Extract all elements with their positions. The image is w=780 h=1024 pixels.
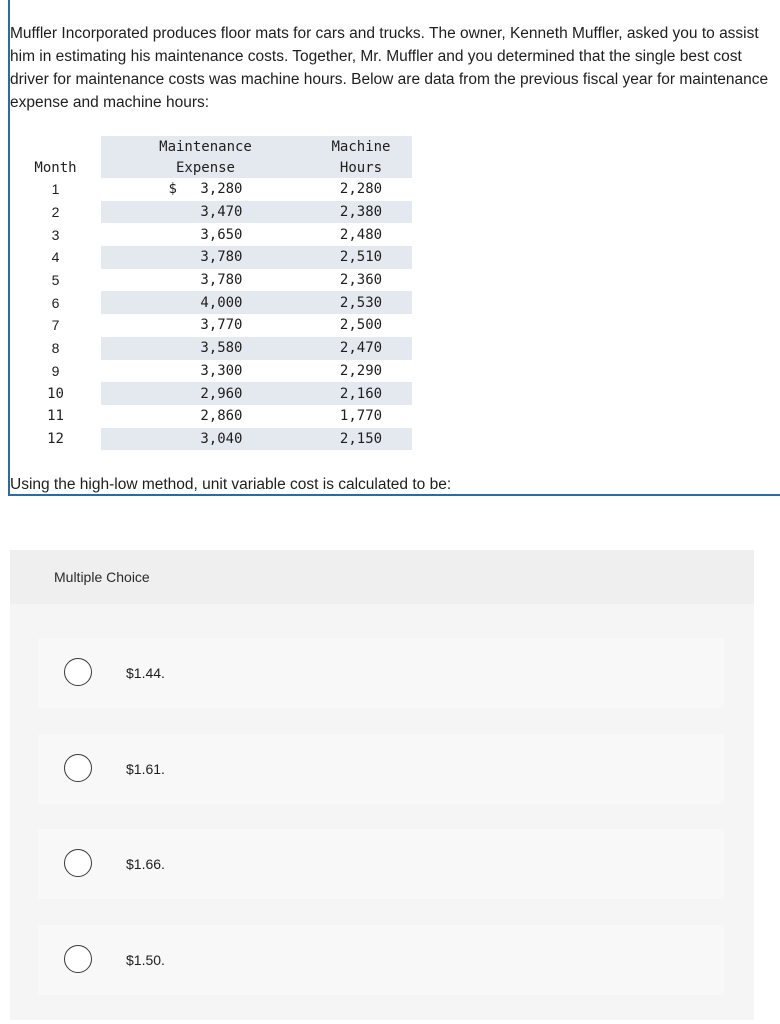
expense-value: 3,300: [200, 362, 243, 379]
header-expense-line1: Maintenance: [101, 136, 310, 157]
radio-button-icon[interactable]: [64, 754, 92, 782]
expense-value: 3,280: [200, 181, 243, 198]
expense-value: 3,770: [200, 317, 243, 334]
choice-option-1[interactable]: [38, 638, 724, 708]
cell-expense: [101, 314, 310, 337]
cell-hours: 1,770: [339, 408, 383, 425]
table-row: [10, 360, 412, 383]
choice-option-4[interactable]: [38, 925, 724, 995]
cell-month: 1: [10, 178, 101, 201]
header-hours-line1: Machine: [310, 136, 412, 157]
cell-hours: 2,470: [310, 337, 412, 360]
cell-month: 9: [10, 360, 101, 383]
expense-value: 3,780: [200, 272, 243, 289]
expense-value: 2,860: [200, 408, 243, 425]
data-table: [10, 136, 412, 450]
cell-expense: [101, 360, 310, 383]
header-month: Month: [34, 159, 77, 176]
cell-hours: 2,530: [310, 291, 412, 314]
choice-option-3[interactable]: [38, 829, 724, 899]
radio-button-icon[interactable]: [64, 945, 92, 973]
cell-expense: [101, 337, 310, 360]
cell-expense: [101, 405, 310, 428]
choice-label: $1.61.: [126, 761, 165, 777]
cell-expense: [101, 428, 310, 451]
cell-expense: [101, 382, 310, 405]
table-row: [10, 314, 412, 337]
cell-hours: 2,290: [339, 362, 383, 379]
cell-month: 12: [10, 428, 101, 451]
table-row: [10, 382, 412, 405]
question-prompt: Muffler Incorporated produces floor mats for cars and trucks. The owner, Kenneth Muffler, asked you to assist him in estimating his maintenance costs. Together, Mr. Muffler and you determined that the single best cost driver for maintenance costs was machine hours. Below are data from the previous fiscal year for maintenance expense and machine hours:: [10, 25, 769, 111]
choice-label: $1.50.: [126, 952, 165, 968]
cell-month: 5: [10, 269, 101, 292]
cell-hours: 2,380: [310, 201, 412, 224]
cell-expense: [101, 269, 310, 292]
cell-expense: [101, 178, 310, 201]
header-month-blank: [10, 136, 101, 157]
expense-value: 3,040: [200, 430, 243, 447]
question-closing: Using the high-low method, unit variable cost is calculated to be:: [10, 476, 452, 493]
cell-expense: [101, 223, 310, 246]
expense-value: 3,470: [200, 204, 243, 221]
cell-month: 6: [10, 291, 101, 314]
cell-month: 11: [10, 405, 101, 428]
multiple-choice-header: Multiple Choice: [10, 550, 754, 604]
table-row: [10, 405, 412, 428]
multiple-choice-panel: [10, 550, 754, 1020]
cell-expense: [101, 291, 310, 314]
table-header: [10, 136, 412, 178]
cell-month: 10: [10, 382, 101, 405]
expense-value: 2,960: [200, 385, 243, 402]
expense-value: 3,580: [200, 340, 243, 357]
table-row: [10, 337, 412, 360]
cell-hours: 2,360: [339, 272, 383, 289]
cell-expense: [101, 246, 310, 269]
cell-hours: 2,280: [339, 181, 383, 198]
currency-prefix: $: [168, 181, 177, 198]
cell-hours: 2,160: [310, 382, 412, 405]
table-row: [10, 246, 412, 269]
cell-hours: 2,480: [339, 226, 383, 243]
cell-month: 7: [10, 314, 101, 337]
radio-button-icon[interactable]: [64, 658, 92, 686]
table-row: [10, 428, 412, 451]
radio-button-icon[interactable]: [64, 849, 92, 877]
expense-value: 3,780: [200, 249, 243, 266]
choice-label: $1.66.: [126, 856, 165, 872]
table-row: [10, 291, 412, 314]
cell-hours: 2,500: [339, 317, 383, 334]
cell-month: 2: [10, 201, 101, 224]
cell-month: 8: [10, 337, 101, 360]
cell-expense: [101, 201, 310, 224]
choice-label: $1.44.: [126, 665, 165, 681]
table-row: [10, 269, 412, 292]
choice-option-2[interactable]: [38, 734, 724, 804]
table-row: [10, 223, 412, 246]
table-row: [10, 201, 412, 224]
cell-hours: 2,150: [310, 428, 412, 451]
expense-value: 4,000: [200, 294, 243, 311]
table-row: [10, 178, 412, 201]
cell-month: 3: [10, 223, 101, 246]
cell-hours: 2,510: [310, 246, 412, 269]
header-expense-line2: Expense: [101, 157, 310, 178]
cell-month: 4: [10, 246, 101, 269]
header-hours-line2: Hours: [310, 157, 412, 178]
table-body: [10, 178, 412, 450]
expense-value: 3,650: [200, 226, 243, 243]
